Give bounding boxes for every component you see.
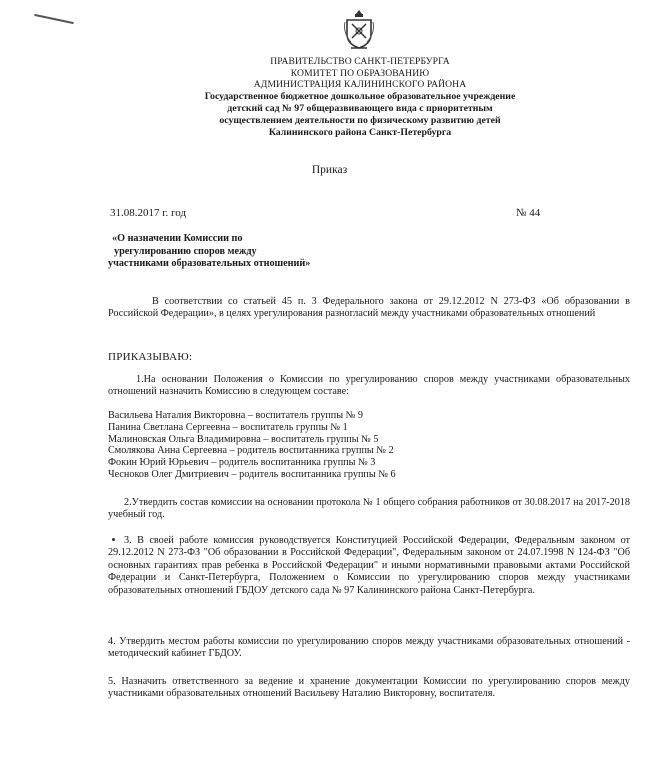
list-item: Фокин Юрий Юрьевич – родитель воспитанника группы № 3 xyxy=(108,457,376,469)
order-item-4 xyxy=(108,636,630,661)
commission-members-list xyxy=(108,410,396,481)
list-item: Малиновская Ольга Владимировна – воспитатель группы № 5 xyxy=(108,433,379,445)
org-name-line: детский сад № 97 общеразвивающего вида с приоритетным xyxy=(227,102,493,114)
list-item: Смолякова Анна Сергеевна – родитель воспитанника группы № 2 xyxy=(108,445,394,457)
order-item-5 xyxy=(108,676,630,701)
subject-line: участниками образовательных отношений» xyxy=(108,258,311,270)
order-item-1 xyxy=(108,374,630,399)
coat-of-arms-icon xyxy=(343,8,375,52)
preamble-text: В соответствии со статьей 45 п. 3 Федерального закона от 29.12.2012 N 273-ФЗ «Об образовании в Российской Федерации», в целях урегулирования разногласий между участниками образовательных отношений xyxy=(108,296,630,320)
header-line: КОМИТЕТ ПО ОБРАЗОВАНИЮ xyxy=(290,67,430,79)
document-number: № 44 xyxy=(516,207,541,219)
subject-line: урегулированию споров между xyxy=(114,245,257,257)
order-item-3 xyxy=(108,535,630,597)
document-date: 31.08.2017 г. год xyxy=(110,207,187,219)
order-item-2-text: 2.Утвердить состав комиссии на основании протокола № 1 общего собрания работников от 30.08.2017 на 2017-2018 учебный год. xyxy=(108,497,630,521)
orders-heading: ПРИКАЗЫВАЮ: xyxy=(108,351,193,363)
org-name-line: Государственное бюджетное дошкольное образовательное учреждение xyxy=(204,90,516,102)
header-line: АДМИНИСТРАЦИЯ КАЛИНИНСКОГО РАЙОНА xyxy=(253,79,467,91)
subject-line: «О назначении Комиссии по xyxy=(112,233,243,244)
list-item: Васильева Наталия Викторовна – воспитатель группы № 9 xyxy=(108,410,363,421)
header-line: ПРАВИТЕЛЬСТВО САНКТ-ПЕТЕРБУРГА xyxy=(270,56,450,67)
list-item: Чесноков Олег Дмитриевич – родитель воспитанника группы № 6 xyxy=(108,468,396,480)
order-item-5-text: 5. Назначить ответственного за ведение и хранение документации Комиссии по урегулированию споров между участниками образовательных отношений Васильеву Наталию Викторовну, воспитателя. xyxy=(108,676,630,700)
order-item-2 xyxy=(108,497,630,522)
order-item-1-text: 1.На основании Положения о Комиссии по урегулированию споров между участниками образовательных отношений назначить Комиссию в следующем составе: xyxy=(108,374,630,398)
document-subject xyxy=(108,233,408,271)
scan-mark xyxy=(34,14,74,24)
org-name-line: Калининского района Санкт-Петербурга xyxy=(268,126,452,138)
list-item: Панина Светлана Сергеевна – воспитатель группы № 1 xyxy=(108,421,348,433)
order-item-4-text: 4. Утвердить местом работы комиссии по урегулированию споров между участниками образовательных отношений - методический кабинет ГБДОУ. xyxy=(108,636,630,660)
letterhead xyxy=(140,56,580,139)
order-item-3-text: 3. В своей работе комиссия руководствуется Конституцией Российской Федерации, Федеральным законом от 29.12.2012 N 273-ФЗ "Об образовании в Российской Федерации", Федеральным законом от 24.07.1998 N 124-ФЗ "Об основных гарантиях прав ребенка в Российской Федерации" и иными нормативными правовыми актами Российской Федерации и Санкт-Петербурга, Положением о Комиссии по урегулированию споров между участниками образовательных отношений ГБДОУ детского сада № 97 Калининского района Санкт-Петербурга. xyxy=(108,535,630,596)
document-title: Приказ xyxy=(311,164,348,176)
preamble-paragraph xyxy=(108,296,630,321)
org-name-line: осуществлением деятельности по физическому развитию детей xyxy=(219,114,501,126)
